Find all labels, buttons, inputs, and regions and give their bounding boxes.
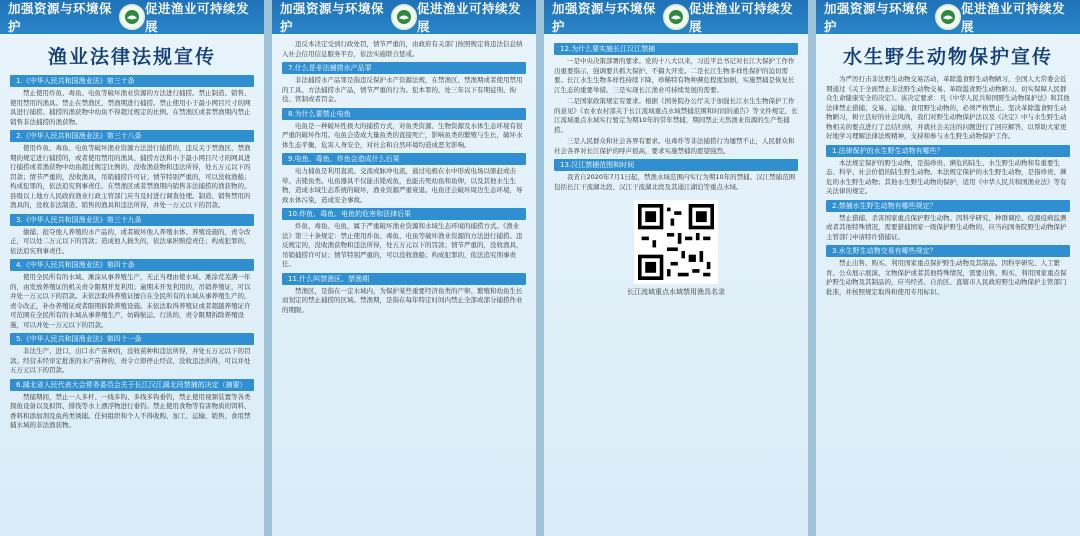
panel-header (544, 0, 808, 34)
section-heading: 9.电鱼、毒鱼、炸鱼会造成什么后果 (282, 153, 526, 165)
section-text: 使用全民所有的水域、滩涂从事养殖生产，无正当理由使水域、滩涂荒芜满一年的，由发放养殖证的机关责令限期开发利用；逾期未开发利用的，吊销养殖证，可以并处一万元以下的罚款。未依法取得养殖证擅自在全民所有的水域从事养殖生产的，责令改正，补办养殖证或者限期拆除养殖设施。未依法取得养殖证或者超越养殖证许可范围在全民所有的水域从事养殖生产，妨碍航运、行洪的，责令限期拆除养殖设施，可以并处一万元以下的罚款。 (10, 273, 251, 329)
header-left-slogan: 加强资源与环境保护 (280, 1, 385, 34)
section-text: 我省自2020年7月1日起，禁渔水域范围内实行为期10年的禁捕。汉江禁捕范围包括长江干流湖北段、汉江干流湖北段及其通江湖泊等重点水域。 (554, 173, 796, 191)
qr-caption: 长江流域重点水域禁用渔具名录 (627, 288, 725, 296)
panel-illegal-fishing (272, 0, 536, 536)
section-heading: 13.汉江禁捕范围和时间 (554, 159, 798, 171)
panel-header (0, 0, 264, 34)
section-heading: 6.湖北省人民代表大会常务委员会关于长江汉江湖北段禁捕的决定（摘要） (10, 379, 254, 391)
section-heading: 2.禁捕水生野生动物有哪些规定？ (826, 200, 1070, 212)
qr-code-icon (638, 204, 714, 280)
header-left-slogan: 加强资源与环境保护 (824, 1, 929, 34)
section-text: 非法生产、进口、出口水产苗种的，没收苗种和违法所得，并处五万元以下的罚款。经营未经审定批准的水产苗种的，责令立即停止经营，没收违法所得，可以并处五万元以下的罚款。 (10, 347, 251, 374)
fishery-emblem-icon (391, 4, 417, 30)
fishery-emblem-icon (119, 4, 145, 30)
section-heading: 10.炸鱼、毒鱼、电鱼的危害和法律后果 (282, 208, 526, 220)
section-text: 禁止使用炸鱼、毒鱼、电鱼等破坏渔业资源的方法进行捕捞。禁止制造、销售、使用禁用的渔具。禁止在禁渔区、禁渔期进行捕捞。禁止使用小于最小网目尺寸的网具进行捕捞。捕捞的渔获物中幼鱼不得超过规定的比例。在禁渔区或者禁渔期内禁止销售非法捕捞的渔获物。 (10, 89, 251, 126)
panel-body (0, 75, 264, 431)
panel-title: 水生野生动物保护宣传 (842, 46, 1053, 68)
panel-title: 渔业法律法规宣传 (47, 46, 216, 68)
section-heading: 12.为什么要实施长江汉江禁捕 (554, 43, 798, 55)
panel-body (544, 43, 808, 298)
intro-text: 为严厉打击非法野生动物交易活动，革除滥食野生动物陋习，全国人大常委会近期通过《关于全面禁止非法野生动物交易、革除滥食野生动物陋习、切实保障人民群众生命健康安全的决定》。该决定要求：凡《中华人民共和国野生动物保护法》和其他法律禁止猎捕、交易、运输、食用野生动物的，必须严格禁止。坚决革除滥食野生动物陋习，树立良好的社会风尚，我们对野生动物保护法以及《决定》中与水生野生动物相关的要点进行了总结归纳，并就社会关注的问题进行了回应解答，以帮助大家更好地学习理解法律法规精神，支持和参与水生野生动物保护工作。 (826, 75, 1070, 140)
header-right-slogan: 促进渔业可持续发展 (689, 1, 794, 34)
section-text: 二是国家政策规定有要求。根据《国务院办公厅关于加强长江水生生物保护工作的意见》《农业农村部关于长江流域重点水域禁捕范围和时间的通告》等文件规定，长江流域重点水域实行暂定为期10年的常年禁捕，期间禁止天然渔业资源的生产性捕捞。 (554, 97, 798, 134)
header-right-slogan: 促进渔业可持续发展 (145, 1, 250, 34)
section-heading: 11.什么叫禁渔区、禁渔期 (282, 273, 526, 285)
fishery-emblem-icon (935, 4, 961, 30)
section-text: 本法规定保护的野生动物，是指珍贵、濒危的陆生、水生野生动物和有重要生态、科学、社会价值的陆生野生动物。本法规定保护的水生野生动物，是指珍贵、濒危的水生野生动物；其他水生野生动物的保护，适用《中华人民共和国渔业法》等有关法律的规定。 (826, 158, 1067, 195)
header-right-slogan: 促进渔业可持续发展 (961, 1, 1066, 34)
panel-wildlife-protection (816, 0, 1080, 536)
section-text: 使用炸鱼、毒鱼、电鱼等破坏渔业资源方法进行捕捞的，违反关于禁渔区、禁渔期的规定进行捕捞的，或者使用禁用的渔具、捕捞方法和小于最小网目尺寸的网具进行捕捞或者渔获物中幼鱼超过规定比例的，没收渔获物和违法所得，处五万元以下的罚款；情节严重的，没收渔具，吊销捕捞许可证；情节特别严重的，可以没收渔船；构成犯罪的，依法追究刑事责任。在禁渔区或者禁渔期内销售非法捕捞的渔获物的，县级以上地方人民政府渔业行政主管部门应当及时进行调查处理。制造、销售禁用的渔具的，没收非法制造、销售的渔具和违法所得，并处一万元以下的罚款。 (10, 144, 251, 209)
section-heading: 1.法律保护的水生野生动物有哪些？ (826, 145, 1070, 157)
section-text: 电鱼是一种破坏性极大的捕捞方式，对鱼类资源、生物资源及水体生态环境有很严重的破坏作用。电鱼会造成大量鱼类的直接死亡，影响鱼类的繁殖与生长，破坏水体生态平衡，危害人身安全，对社会和自然环境均造成恶劣影响。 (282, 121, 523, 149)
section-text: 禁渔区，是指在一定水域内，为保护某些重要经济鱼类的产卵、繁殖和幼鱼生长而划定的禁止捕捞的区域。禁渔期，是指在每年特定时间内禁止全部或部分捕捞作业的期限。 (282, 286, 523, 314)
section-text: 炸鱼、毒鱼、电鱼，属于严重破坏渔业资源和水域生态环境的捕捞方式。《渔业法》第三十条规定：禁止使用炸鱼、毒鱼、电鱼等破坏渔业资源的方法进行捕捞。违反规定的，没收渔获物和违法所得，处五万元以下的罚款；情节严重的，没收渔具，吊销捕捞许可证；情节特别严重的，可以没收渔船；构成犯罪的，依法追究刑事责任。 (282, 222, 523, 268)
section-heading: 3.《中华人民共和国渔业法》第三十九条 (10, 214, 254, 226)
panel-yangtze-ban (544, 0, 808, 536)
section-heading: 7.什么是非法捕捞水产品罪 (282, 62, 526, 74)
section-heading: 4.《中华人民共和国渔业法》第四十条 (10, 259, 254, 271)
section-text: 禁捕期间，禁止一人多杆、一线多钩、多线多钩垂钓，禁止使用视频装置等各类探鱼设备以及拟饵、排筏等水上漂浮物进行垂钓。禁止使用食物等有害物质的饵料、香料和添加剂及鱼药类诱捕。任何组织和个人不得收购、加工、运输、销售、食用禁捕水域的非法渔获物。 (10, 392, 251, 429)
qr-code[interactable] (634, 200, 718, 284)
header-left-slogan: 加强资源与环境保护 (552, 1, 657, 34)
section-text: 禁止出售、购买、利用国家重点保护野生动物及其制品。因科学研究、人工繁育、公众展示展演、文物保护或者其他特殊情况，需要出售、购买、利用国家重点保护野生动物及其制品的，应当经省、自治区、直辖市人民政府野生动物保护主管部门批准，并按照规定取得和使用专用标识。 (826, 259, 1067, 296)
header-left-slogan: 加强资源与环境保护 (8, 1, 113, 34)
panel-body (816, 75, 1080, 297)
section-heading: 8.为什么要禁止电鱼 (282, 108, 526, 120)
section-text: 偷捕、抢夺他人养殖的水产品的，或者破坏他人养殖水体、养殖设施的，责令改正，可以处二万元以下的罚款；造成他人损失的，依法承担赔偿责任；构成犯罪的，依法追究刑事责任。 (10, 227, 251, 255)
section-text: 非法捕捞水产品罪是指违反保护水产资源法规，在禁渔区、禁渔期或者使用禁用的工具、方法捕捞水产品，情节严重的行为。犯本罪的，处三年以下有期徒刑、拘役、管制或者罚金。 (282, 76, 523, 103)
panel-header (272, 0, 536, 34)
section-text: 一是中央决策部署的要求。党的十八大以来，习近平总书记对长江大保护工作作出重要指示，强调要共抓大保护、不搞大开发。二是长江生物多样性保护的迫切需要。长江水生生物多样性持续下降，珍稀特有物种濒危程度加剧，实施禁捕是恢复长江生态的重要举措。三是实现长江渔业可持续发展的需要。 (554, 57, 795, 94)
section-heading: 2.《中华人民共和国渔业法》第三十八条 (10, 130, 254, 142)
section-text: 电力捕鱼是利用直流、交流或脉冲电流，通过电极在水中形成电场以驱赶或击晕、击毙鱼类。电鱼器具不仅能击毙成鱼，也能击死幼鱼和鱼卵，以及其他水生生物，造成水域生态系统的破坏，渔业资源严重衰退。电鱼还会破坏周边生态环境，导致水体污染，造成安全事故。 (282, 167, 523, 204)
panel-header (816, 0, 1080, 34)
section-text: 三是人民群众和社会各界有要求。电毒炸等非法捕捞行为屡禁不止，人民群众和社会各界对长江保护的呼声很高，要求实施禁捕的愿望强烈。 (554, 137, 795, 155)
section-heading: 5.《中华人民共和国渔业法》第四十一条 (10, 333, 254, 345)
section-text: 违反本决定受到行政处罚，情节严重的，由政府有关部门按照规定将违法信息纳入社会信用信息服务平台，依法实施联合惩戒。 (282, 40, 523, 58)
fishery-emblem-icon (663, 4, 689, 30)
section-heading: 1.《中华人民共和国渔业法》第三十条 (10, 75, 254, 87)
section-text: 禁止猎捕、杀害国家重点保护野生动物。因科学研究、种群调控、疫源疫病监测或者其他特殊情况，需要猎捕国家一级保护野生动物的，应当向国务院野生动物保护主管部门申请特许猎捕证。 (826, 213, 1067, 241)
panel-fishery-law (0, 0, 264, 536)
header-right-slogan: 促进渔业可持续发展 (417, 1, 522, 34)
section-heading: 3.水生野生动物交易有哪些规定？ (826, 245, 1070, 257)
panel-body (272, 40, 536, 315)
